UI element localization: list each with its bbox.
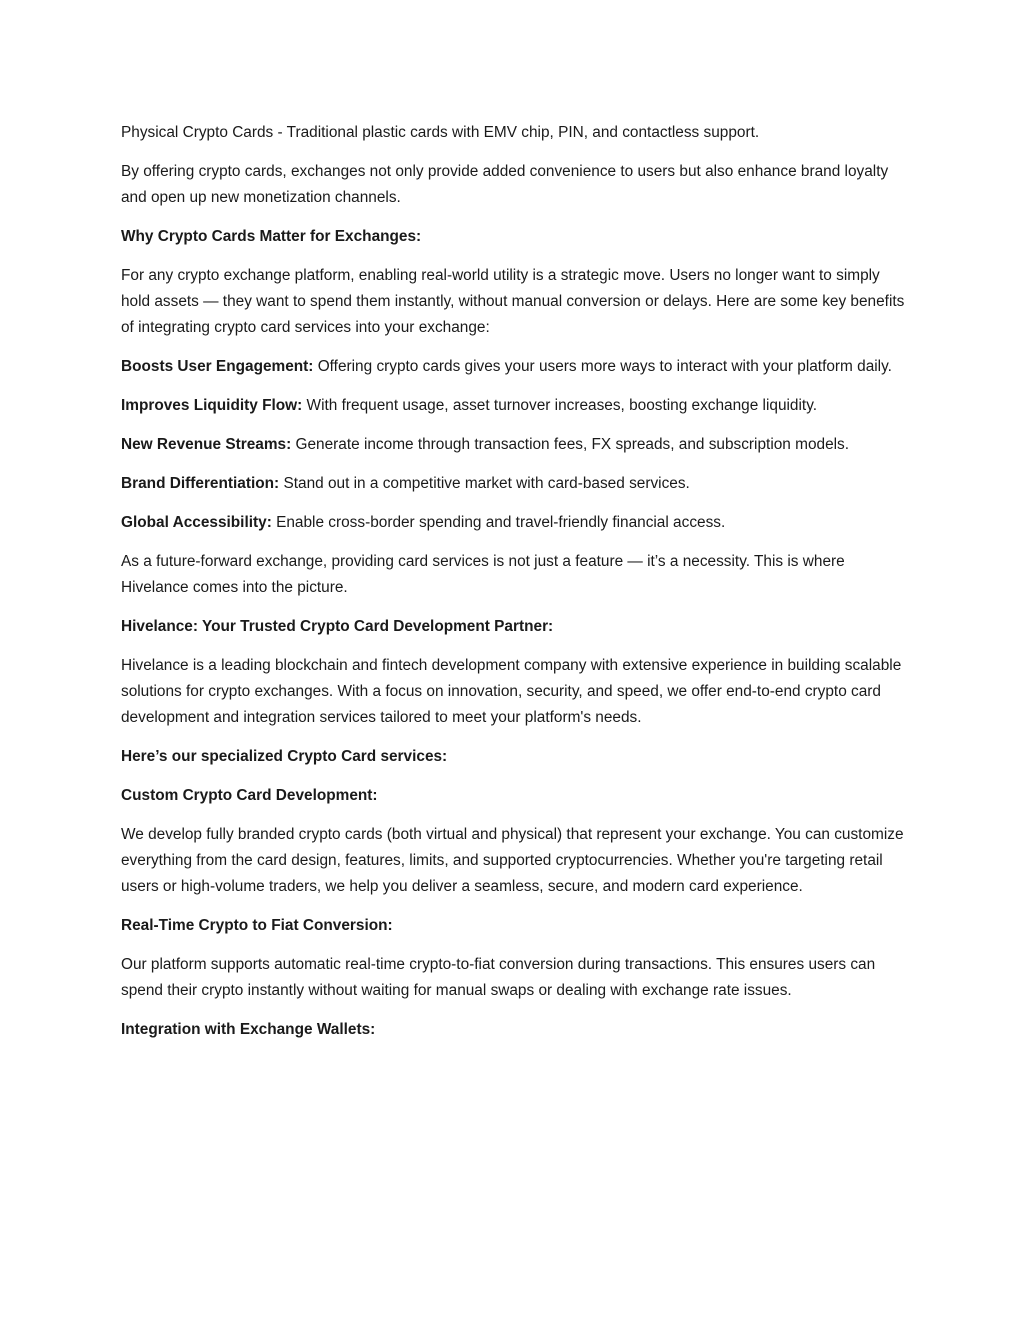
intro-line: Physical Crypto Cards - Traditional plastic cards with EMV chip, PIN, and contactless support.	[121, 124, 760, 141]
document-page	[121, 120, 911, 1056]
services-heading: Here’s our specialized Crypto Card services:	[121, 748, 448, 765]
benefit-text: With frequent usage, asset turnover increases, boosting exchange liquidity.	[302, 397, 818, 414]
why-heading: Why Crypto Cards Matter for Exchanges:	[121, 228, 422, 245]
benefit-label: Boosts User Engagement:	[121, 358, 314, 375]
benefit-item	[121, 510, 911, 536]
benefit-label: New Revenue Streams:	[121, 436, 292, 453]
benefit-label: Global Accessibility:	[121, 514, 272, 531]
custom-heading: Custom Crypto Card Development:	[121, 787, 378, 804]
benefit-item	[121, 354, 911, 380]
benefit-item	[121, 393, 911, 419]
offering-paragraph: By offering crypto cards, exchanges not only provide added convenience to users but also enhance brand loyalty and open up new monetization channels.	[121, 163, 889, 206]
benefit-text: Stand out in a competitive market with card-based services.	[279, 475, 690, 492]
why-paragraph: For any crypto exchange platform, enabling real-world utility is a strategic move. Users no longer want to simply hold assets — they want to spend them instantly, without manual conversion or delays. Here are some key benefits of integrating crypto card services into your exchange:	[121, 267, 905, 336]
realtime-paragraph: Our platform supports automatic real-time crypto-to-fiat conversion during transactions. This ensures users can spend their crypto instantly without waiting for manual swaps or dealing with exchange rate issues.	[121, 956, 876, 999]
hivelance-heading: Hivelance: Your Trusted Crypto Card Development Partner:	[121, 618, 554, 635]
integration-heading: Integration with Exchange Wallets:	[121, 1021, 376, 1038]
hivelance-paragraph: Hivelance is a leading blockchain and fintech development company with extensive experience in building scalable solutions for crypto exchanges. With a focus on innovation, security, and speed, we offer end-to-end crypto card development and integration services tailored to meet your platform's needs.	[121, 657, 902, 726]
benefit-item	[121, 432, 911, 458]
benefit-text: Generate income through transaction fees, FX spreads, and subscription models.	[291, 436, 850, 453]
custom-paragraph: We develop fully branded crypto cards (both virtual and physical) that represent your exchange. You can customize everything from the card design, features, limits, and supported cryptocurrencies. Whether you're targeting retail users or high-volume traders, we help you deliver a seamless, secure, and modern card experience.	[121, 826, 904, 895]
realtime-heading: Real-Time Crypto to Fiat Conversion:	[121, 917, 393, 934]
benefit-text: Enable cross-border spending and travel-friendly financial access.	[271, 514, 726, 531]
future-paragraph: As a future-forward exchange, providing card services is not just a feature — it’s a necessity. This is where Hivelance comes into the picture.	[121, 553, 845, 596]
benefit-item	[121, 471, 911, 497]
benefit-label: Improves Liquidity Flow:	[121, 397, 303, 414]
benefit-label: Brand Differentiation:	[121, 475, 280, 492]
benefit-text: Offering crypto cards gives your users more ways to interact with your platform daily.	[313, 358, 892, 375]
